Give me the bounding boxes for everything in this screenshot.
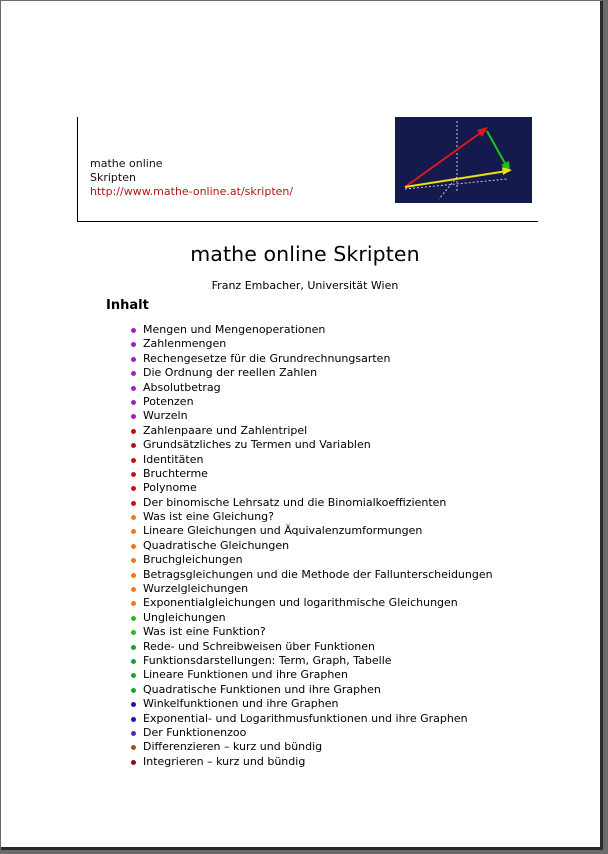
toc-item[interactable] — [131, 611, 493, 625]
document-page — [1, 1, 603, 850]
bullet-icon — [131, 558, 136, 563]
bullet-icon — [131, 342, 136, 347]
toc-item[interactable] — [131, 467, 493, 481]
bullet-icon — [131, 328, 136, 333]
table-of-contents — [131, 323, 493, 769]
toc-item[interactable] — [131, 625, 493, 639]
toc-item-label: Wurzelgleichungen — [143, 582, 249, 596]
toc-item[interactable] — [131, 496, 493, 510]
bullet-icon — [131, 673, 136, 678]
bullet-icon — [131, 458, 136, 463]
toc-item-label: Exponential- und Logarithmusfunktionen und ihre Graphen — [143, 711, 468, 725]
toc-item-label: Exponentialgleichungen und logarithmische Gleichungen — [143, 596, 458, 610]
toc-item-label: Was ist eine Gleichung? — [143, 510, 274, 524]
toc-item[interactable] — [131, 654, 493, 668]
bullet-icon — [131, 544, 136, 549]
toc-item-label: Potenzen — [143, 394, 194, 408]
toc-item-label: Quadratische Gleichungen — [143, 538, 290, 552]
bullet-icon — [131, 386, 136, 391]
header-line-section: Skripten — [90, 171, 136, 184]
header-url-link[interactable]: http://www.mathe-online.at/skripten/ — [90, 185, 294, 198]
toc-item[interactable] — [131, 755, 493, 769]
toc-item-label: Lineare Funktionen und ihre Graphen — [143, 668, 349, 682]
toc-item[interactable] — [131, 568, 493, 582]
bullet-icon — [131, 630, 136, 635]
toc-item-label: Identitäten — [143, 452, 204, 466]
bullet-icon — [131, 587, 136, 592]
toc-item[interactable] — [131, 366, 493, 380]
toc-item[interactable] — [131, 712, 493, 726]
toc-item[interactable] — [131, 453, 493, 467]
bullet-icon — [131, 472, 136, 477]
bullet-icon — [131, 414, 136, 419]
bullet-icon — [131, 357, 136, 362]
bullet-icon — [131, 731, 136, 736]
bullet-icon — [131, 616, 136, 621]
toc-item[interactable] — [131, 352, 493, 366]
toc-item[interactable] — [131, 683, 493, 697]
toc-item-label: Differenzieren – kurz und bündig — [143, 740, 323, 754]
bullet-icon — [131, 745, 136, 750]
bullet-icon — [131, 371, 136, 376]
bullet-icon — [131, 688, 136, 693]
toc-item-label: Quadratische Funktionen und ihre Graphen — [143, 682, 381, 696]
toc-item[interactable] — [131, 726, 493, 740]
toc-item-label: Absolutbetrag — [143, 380, 221, 394]
toc-item[interactable] — [131, 553, 493, 567]
bullet-icon — [131, 486, 136, 491]
toc-item-label: Der binomische Lehrsatz und die Binomialkoeffizienten — [143, 495, 447, 509]
toc-item[interactable] — [131, 395, 493, 409]
toc-item[interactable] — [131, 481, 493, 495]
toc-item-label: Zahlenmengen — [143, 337, 227, 351]
toc-item[interactable] — [131, 596, 493, 610]
toc-item[interactable] — [131, 323, 493, 337]
header-text — [90, 157, 293, 199]
bullet-icon — [131, 760, 136, 765]
bullet-icon — [131, 645, 136, 650]
toc-item-label: Lineare Gleichungen und Äquivalenzumformungen — [143, 524, 423, 538]
toc-item-label: Grundsätzliches zu Termen und Variablen — [143, 438, 371, 452]
toc-item[interactable] — [131, 337, 493, 351]
toc-item-label: Bruchterme — [143, 466, 208, 480]
toc-item-label: Der Funktionenzoo — [143, 725, 247, 739]
toc-item-label: Ungleichungen — [143, 610, 226, 624]
toc-item-label: Bruchgleichungen — [143, 553, 243, 567]
toc-heading: Inhalt — [106, 298, 149, 313]
document-title: mathe online Skripten — [190, 242, 420, 266]
toc-item[interactable] — [131, 510, 493, 524]
vector-triangle-icon — [395, 117, 532, 203]
toc-item-label: Polynome — [143, 481, 197, 495]
toc-item[interactable] — [131, 697, 493, 711]
toc-item-label: Betragsgleichungen und die Methode der Fallunterscheidungen — [143, 567, 493, 581]
header-box — [77, 117, 538, 222]
toc-item[interactable] — [131, 409, 493, 423]
toc-item-label: Integrieren – kurz und bündig — [143, 754, 306, 768]
bullet-icon — [131, 659, 136, 664]
toc-item[interactable] — [131, 381, 493, 395]
toc-item-label: Funktionsdarstellungen: Term, Graph, Tabelle — [143, 653, 392, 667]
toc-item-label: Zahlenpaare und Zahlentripel — [143, 423, 308, 437]
toc-item[interactable] — [131, 640, 493, 654]
bullet-icon — [131, 400, 136, 405]
bullet-icon — [131, 717, 136, 722]
toc-item-label: Mengen und Mengenoperationen — [143, 323, 326, 336]
toc-item[interactable] — [131, 668, 493, 682]
bullet-icon — [131, 573, 136, 578]
author-line: Franz Embacher, Universität Wien — [211, 279, 399, 292]
bullet-icon — [131, 601, 136, 606]
toc-item-label: Die Ordnung der reellen Zahlen — [143, 366, 318, 380]
toc-item-label: Winkelfunktionen und ihre Graphen — [143, 697, 339, 711]
toc-item[interactable] — [131, 582, 493, 596]
bullet-icon — [131, 515, 136, 520]
bullet-icon — [131, 443, 136, 448]
toc-item-label: Wurzeln — [143, 409, 188, 423]
toc-item[interactable] — [131, 740, 493, 754]
bullet-icon — [131, 429, 136, 434]
bullet-icon — [131, 702, 136, 707]
bullet-icon — [131, 529, 136, 534]
toc-item-label: Rechengesetze für die Grundrechnungsarten — [143, 351, 391, 365]
toc-item[interactable] — [131, 524, 493, 538]
bullet-icon — [131, 501, 136, 506]
toc-item-label: Rede- und Schreibweisen über Funktionen — [143, 639, 376, 653]
header-line-site: mathe online — [90, 157, 163, 170]
toc-item[interactable] — [131, 438, 493, 452]
toc-item[interactable] — [131, 424, 493, 438]
toc-item-label: Was ist eine Funktion? — [143, 625, 266, 639]
toc-item[interactable] — [131, 539, 493, 553]
